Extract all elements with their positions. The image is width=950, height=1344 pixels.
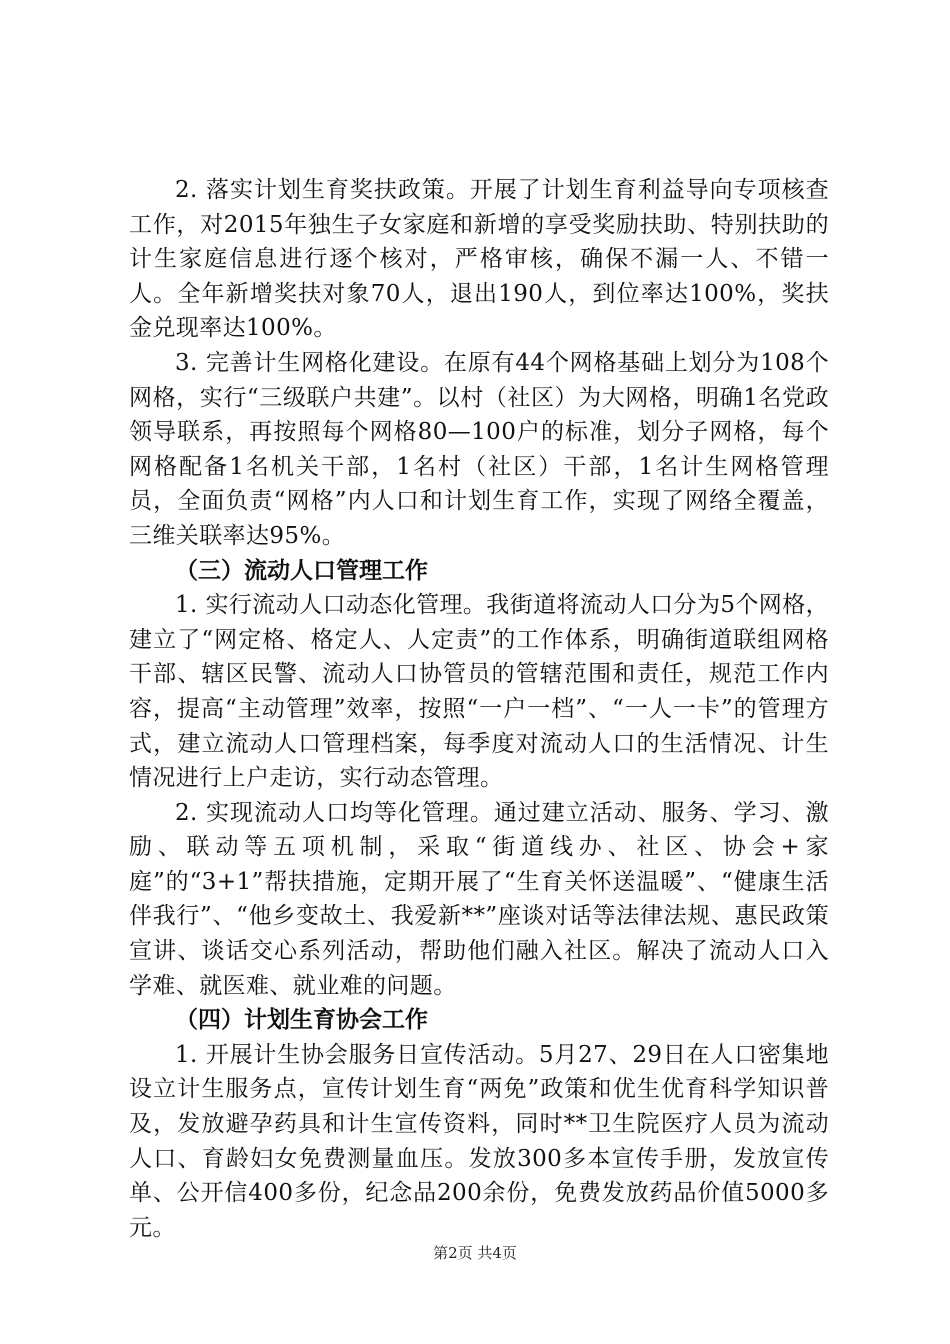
section-heading-family-planning-association: （四）计划生育协会工作 (175, 1007, 428, 1034)
paragraph-service-day: 1. 开展计生协会服务日宣传活动。5月27、29日在人口密集地设立计生服务点，宣传计划生育“两免”政策和优生优育科学知识普及，发放避孕药具和计生宣传资料，同时**卫生院医疗人员为流动人口、育龄妇女免费测量血压。发放300多本宣传手册，发放宣传单、公开信400多份，纪念品200余份，免费发放药品价值5000多元。 (129, 1041, 829, 1241)
paragraph-dynamic-management: 1. 实行流动人口动态化管理。我街道将流动人口分为5个网格，建立了“网定格、格定人、人定责”的工作体系，明确街道联组网格干部、辖区民警、流动人口协管员的管辖范围和责任，规范工作内容，提高“主动管理”效率，按照“一户一档”、“一人一卡”的管理方式，建立流动人口管理档案，每季度对流动人口的生活情况、计生情况进行上户走访，实行动态管理。 (129, 592, 829, 792)
paragraph-equalized-management: 2. 实现流动人口均等化管理。通过建立活动、服务、学习、激励、联动等五项机制，采取“街道线办、社区、协会+家庭”的“3+1”帮扶措施，定期开展了“生育关怀送温暖”、“健康生活伴我行”、“他乡变故土、我爱新**”座谈对话等法律法规、惠民政策宣讲、谈话交心系列活动，帮助他们融入社区。解决了流动人口入学难、就医难、就业难的问题。 (129, 799, 829, 999)
paragraph-grid-construction: 3. 完善计生网格化建设。在原有44个网格基础上划分为108个网格，实行“三级联户共建”。以村（社区）为大网格，明确1名党政领导联系，再按照每个网格80—100户的标准，划分子网格，每个网格配备1名机关干部，1名村（社区）干部，1名计生网格管理员，全面负责“网格”内人口和计划生育工作，实现了网络全覆盖，三维关联率达95%。 (129, 349, 829, 549)
document-body (129, 173, 829, 1245)
section-heading-floating-population: （三）流动人口管理工作 (175, 557, 428, 584)
page-number-footer: 第2页 共4页 (433, 1244, 517, 1262)
paragraph-reward-policy: 2. 落实计划生育奖扶政策。开展了计划生育利益导向专项核查工作，对2015年独生子女家庭和新增的享受奖励扶助、特别扶助的计生家庭信息进行逐个核对，严格审核，确保不漏一人、不错一人。全年新增奖扶对象70人，退出190人，到位率达100%，奖扶金兑现率达100%。 (129, 177, 829, 342)
